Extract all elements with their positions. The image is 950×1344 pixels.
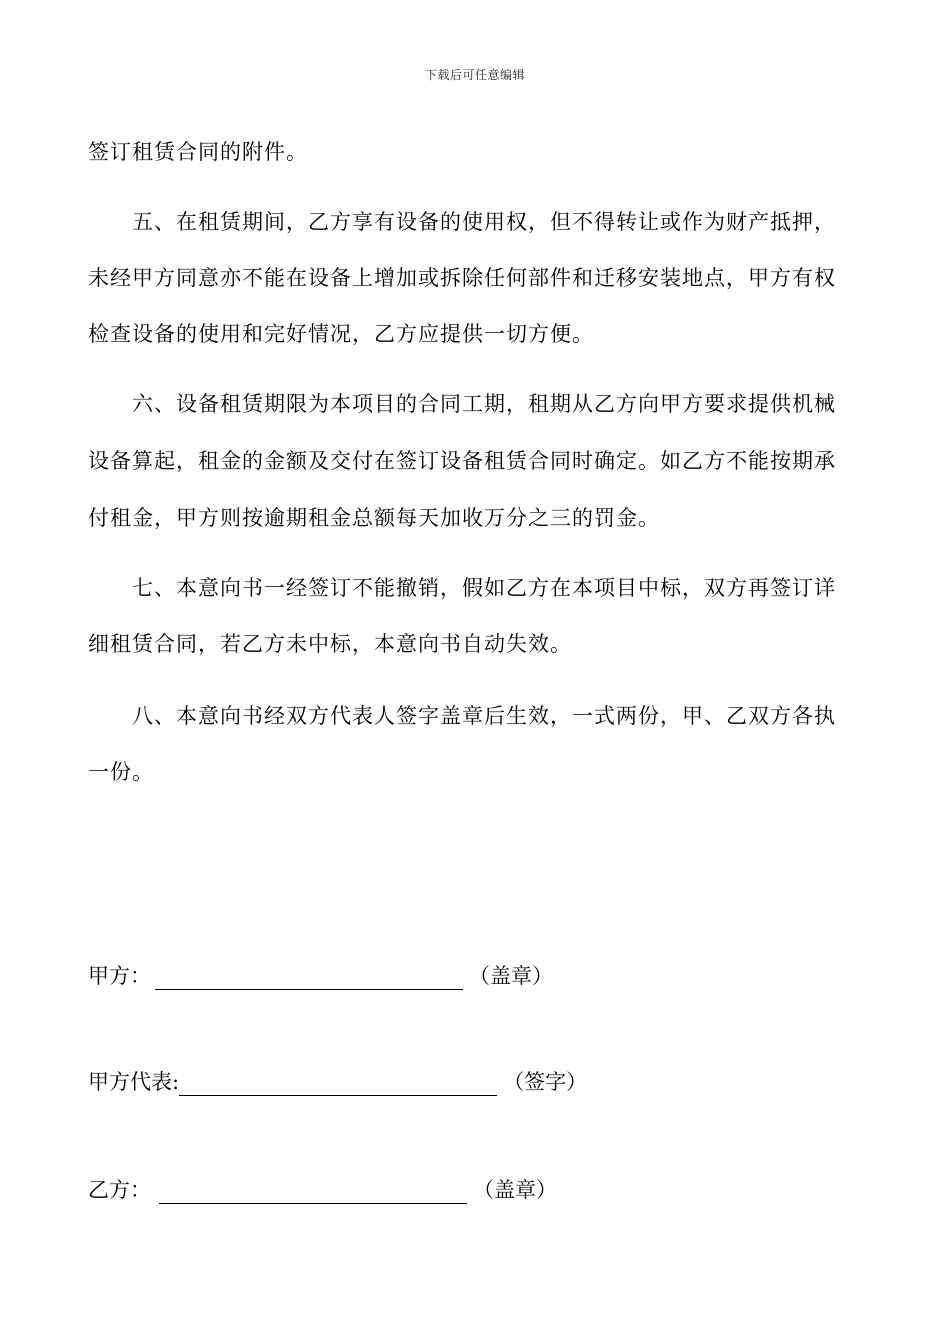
party-b-signature-row (88, 1176, 557, 1204)
clause-7-line: 七、本意向书一经签订不能撤销，假如乙方在本项目中标，双方再签订详 (132, 576, 836, 600)
clause-5-line: 五、在租赁期间，乙方享有设备的使用权，但不得转让或作为财产抵押， (132, 210, 836, 234)
party-a-rep-sign-line[interactable] (179, 1073, 497, 1096)
party-a-rep-sign-note: （签字） (503, 1070, 588, 1094)
page-header: 下载后可任意编辑 (424, 68, 525, 82)
clause-6-line: 付租金，甲方则按逾期租金总额每天加收万分之三的罚金。 (88, 506, 660, 530)
clause-8-line: 八、本意向书经双方代表人签字盖章后生效，一式两份，甲、乙双方各执 (132, 704, 836, 728)
party-a-label: 甲方： (88, 964, 151, 988)
party-a-signature-row (88, 962, 553, 990)
party-a-seal-line[interactable] (155, 967, 463, 990)
party-a-rep-signature-row (88, 1068, 587, 1096)
party-a-rep-label: 甲方代表: (88, 1070, 180, 1094)
clause-6-line: 设备算起，租金的金额及交付在签订设备租赁合同时确定。如乙方不能按期承 (88, 449, 836, 473)
party-b-seal-note: （盖章） (473, 1178, 557, 1202)
party-b-seal-line[interactable] (159, 1181, 467, 1204)
clause-8-line: 一份。 (88, 760, 154, 784)
clause-7-line: 细租赁合同，若乙方未中标，本意向书自动失效。 (88, 632, 572, 656)
party-b-label: 乙方： (88, 1178, 151, 1202)
clause-5-line: 未经甲方同意亦不能在设备上增加或拆除任何部件和迁移安装地点，甲方有权 (88, 266, 836, 290)
party-a-seal-note: （盖章） (469, 964, 553, 988)
body-line: 签订租赁合同的附件。 (88, 140, 308, 164)
clause-6-line: 六、设备租赁期限为本项目的合同工期，租期从乙方向甲方要求提供机械 (132, 392, 836, 416)
clause-5-line: 检查设备的使用和完好情况，乙方应提供一切方便。 (88, 322, 594, 346)
